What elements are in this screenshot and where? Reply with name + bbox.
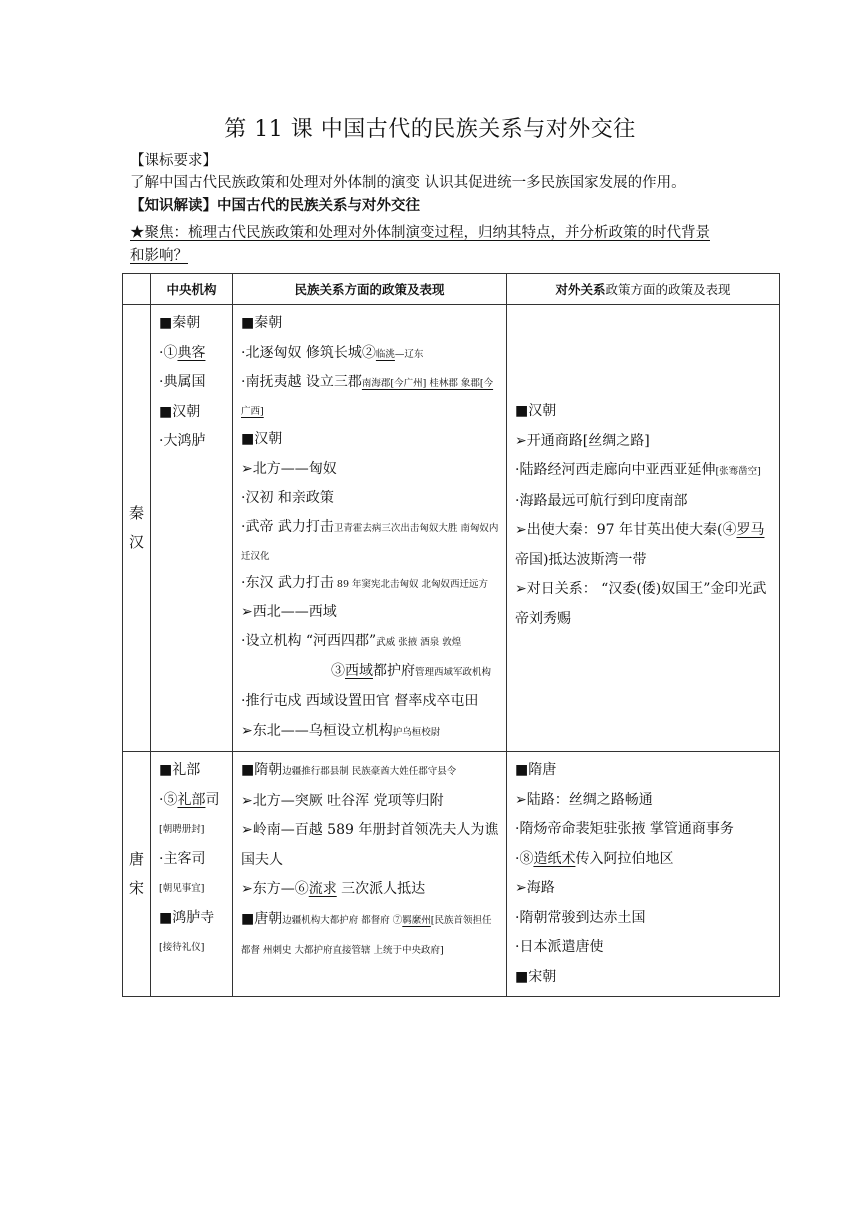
comparison-table [122,273,780,997]
list-item: ➢北方——匈奴 [241,460,337,477]
header-foreign [507,274,780,305]
list-item: [接待礼仪] [159,942,205,953]
list-item [515,845,773,875]
item-text: ➢出使大秦：97 年甘英出使大秦(④ [515,522,737,538]
item-text: 传入阿拉伯地区 [575,850,674,867]
item-text: ·陆路经河西走廊向中亚西亚延伸 [515,462,716,478]
item-note: 南海郡[今广州] 桂林郡 象郡[今广西] [241,378,494,417]
list-item: ■礼部 [159,762,201,778]
era-char: 唐 [128,850,144,868]
item-text: ·东汉 武力打击 [241,574,334,591]
item-text: ·① [159,344,178,361]
blank-answer: 礼部 [177,791,206,808]
list-item: ➢岭南—百越 589 年册封首领冼夫人为谯国夫人 [241,822,499,868]
list-item [241,339,500,370]
list-item: ·大鸿胪 [159,433,206,449]
list-item [241,657,500,687]
header-foreign-bold: 对外关系 [555,282,606,297]
blank-answer: 典客 [177,344,206,361]
list-item [159,786,226,816]
item-note: 边疆机构大都护府 都督府 ⑦ [282,914,403,926]
item-text: ■唐朝 [241,910,283,927]
foreign-tangsong [507,752,780,997]
header-central: 中央机构 [151,274,233,305]
requirements-heading: 【课标要求】 [130,153,217,169]
blank-answer: 西域 [345,663,373,679]
ethnic-qinhan [233,305,507,752]
item-text: 司 [205,791,220,808]
blank-answer: 造纸术 [533,850,576,867]
list-item: ·隋朝常骏到达赤土国 [515,909,646,926]
era-char: 汉 [128,533,144,551]
table-row [123,752,780,997]
list-item: ·典属国 [159,374,206,390]
list-item: ■秦朝 [159,315,201,331]
list-item: ➢对日关系： “汉委(倭)奴国王”金印光武帝刘秀赐 [515,581,767,627]
central-qinhan [151,305,233,752]
requirements-text: 了解中国古代民族政策和处理对外体制的演变 认识其促进统一多民族国家发展的作用。 [130,175,686,191]
item-text: 都护府 [373,663,415,679]
focus-line-2: 和影响？ [130,248,188,264]
era-char: 宋 [128,879,144,897]
spacer [515,309,773,397]
header-era [123,274,151,305]
item-text: ➢东北——乌桓设立机构 [241,722,393,739]
central-tangsong [151,752,233,997]
list-item [241,905,500,965]
list-item: ·隋炀帝命裴矩驻张掖 掌管通商事务 [515,821,734,837]
blank-answer: 罗马 [736,522,765,538]
list-item: ·推行屯戍 西域设置田官 督率戍卒屯田 [241,693,479,709]
knowledge-heading: 【知识解读】中国古代的民族关系与对外交往 [130,198,420,214]
item-note: [张骞凿空] [715,466,761,477]
list-item: ■宋朝 [515,968,557,985]
item-text: ➢东方—⑥ [241,881,309,897]
list-item: ·海路最远可航行到印度南部 [515,492,688,509]
focus-line-1: ★聚焦：梳理古代民族政策和处理对外体制演变过程，归纳其特点，并分析政策的时代背景 [130,225,710,241]
item-note: 管理西域军政机构 [415,667,492,678]
header-ethnic: 民族关系方面的政策及表现 [233,274,507,305]
blank-answer: 临洮 [375,348,395,360]
item-text: ·⑤ [159,791,178,808]
list-item: [朝见事宜] [159,883,205,894]
list-item: ➢开通商路[丝绸之路] [515,432,650,449]
list-item: ■汉朝 [159,403,201,420]
list-item [241,717,500,748]
item-note: 边疆推行郡县制 民族豪酋大姓任郡守县令 [282,766,457,777]
item-text: 帝国)抵达波斯湾一带 [515,551,647,568]
list-item [159,339,226,369]
list-item: ➢陆路：丝绸之路畅通 [515,791,653,808]
item-text: ■隋朝 [241,762,283,778]
list-item: ➢西北——西域 [241,603,337,620]
item-text: 三次派人抵达 [336,881,426,897]
list-item: ➢北方—突厥 吐谷浑 党项等归附 [241,792,444,809]
era-tangsong [123,752,151,997]
list-item: ·主客司 [159,850,206,867]
era-qinhan [123,305,151,752]
header-foreign-rest: 政策方面的政策及表现 [605,282,731,297]
list-item [241,570,500,598]
blank-answer: 流求 [308,881,337,897]
item-text: ③ [331,663,345,679]
list-item: ➢海路 [515,880,555,896]
list-item: ■秦朝 [241,315,283,331]
table-header-row [123,274,780,305]
era-char: 秦 [128,504,144,522]
foreign-qinhan [507,305,780,752]
item-text: ·⑧ [515,850,534,867]
list-item [241,514,500,570]
blank-answer: 羁縻州 [402,914,431,926]
list-item: ■鸿胪寺 [159,909,215,926]
list-item: ·日本派遣唐使 [515,939,604,955]
item-text: ·北逐匈奴 修筑长城② [241,344,376,361]
list-item [241,369,500,425]
list-item [241,627,500,657]
ethnic-tangsong [233,752,507,997]
list-item [241,875,500,905]
list-item: ·汉初 和亲政策 [241,490,334,506]
item-note: 护乌桓校尉 [392,726,441,738]
item-note: 89 年窦宪北击匈奴 北匈奴西迁远方 [333,578,489,590]
list-item [515,456,773,487]
list-item [515,516,773,575]
list-item: ■汉朝 [241,431,283,447]
lesson-title: 第 11 课 中国古代的民族关系与对外交往 [224,117,636,142]
item-note: [民族首领担任都督 州刺史 大都护府直接管辖 上统于中央政府] [241,914,492,956]
item-text: ·武帝 武力打击 [241,518,334,535]
item-text: ·南抚夷越 设立三郡 [241,374,362,390]
item-note: 武威 张掖 酒泉 敦煌 [376,637,462,648]
list-item: [朝聘册封] [159,824,205,835]
item-note: 卫青霍去病三次出击匈奴大胜 南匈奴内迁汉化 [241,522,499,562]
list-item: ■汉朝 [515,403,557,419]
list-item [241,756,500,787]
item-text: ·设立机构 “河西四郡” [241,633,377,649]
list-item: ■隋唐 [515,762,557,778]
table-row [123,305,780,752]
item-note: —辽东 [394,348,424,360]
